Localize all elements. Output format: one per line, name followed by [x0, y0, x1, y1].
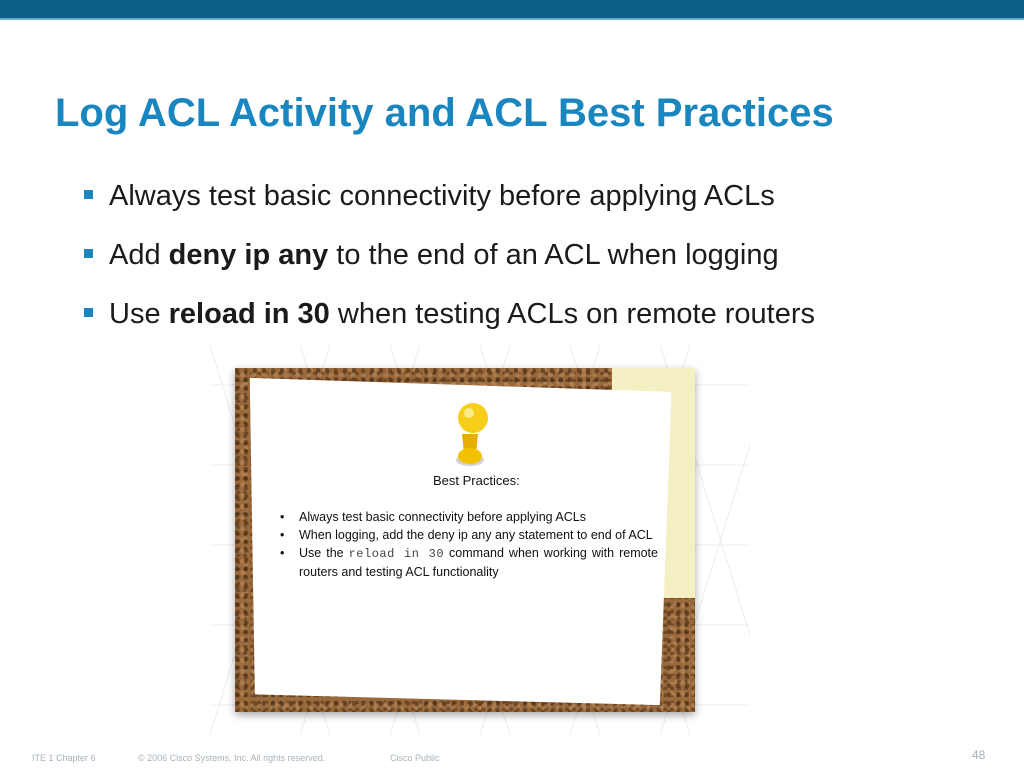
top-bar: [0, 0, 1024, 18]
bullet-bold-text: deny ip any: [168, 239, 329, 271]
bullet-item: [80, 231, 815, 290]
footer-copyright: © 2006 Cisco Systems, Inc. All rights reserved.: [138, 753, 326, 763]
square-bullet-icon: [84, 249, 93, 258]
bullet-item: [80, 172, 815, 231]
note-title: Best Practices:: [433, 473, 520, 488]
note-bullet-glyph: •: [280, 528, 285, 542]
bullet-text-end: to the end of an ACL when logging: [328, 239, 779, 271]
footer-chapter: ITE 1 Chapter 6: [32, 753, 96, 763]
note-item-code: reload in 30: [348, 547, 445, 561]
slide-title: Log ACL Activity and ACL Best Practices: [55, 91, 834, 135]
note-item: [278, 544, 658, 581]
note-bullet-glyph: •: [280, 510, 285, 524]
bullet-text: Add: [109, 239, 169, 271]
note-item-text: Always test basic connectivity before applying ACLs: [299, 510, 586, 524]
note-item: [278, 508, 658, 526]
note-item-text: Use the: [299, 546, 349, 560]
bullet-bold-text: reload in 30: [168, 298, 330, 330]
top-bar-accent-line: [0, 18, 1024, 20]
bullet-text: Use: [109, 298, 169, 330]
push-pin-icon: [442, 398, 502, 478]
note-item-text: When logging, add the deny ip any any statement to end of ACL: [299, 528, 653, 542]
note-list: [278, 508, 658, 581]
square-bullet-icon: [84, 308, 93, 317]
page-number: 48: [972, 748, 986, 762]
note-item: [278, 526, 658, 544]
bullet-list: [80, 172, 815, 349]
note-item-text-end: command when working with remote routers and testing ACL functionality: [299, 546, 658, 579]
bullet-text: Always test basic connectivity before applying ACLs: [109, 180, 775, 212]
footer-classification: Cisco Public: [390, 753, 440, 763]
bullet-item: [80, 290, 815, 349]
note-bullet-glyph: •: [280, 546, 285, 560]
square-bullet-icon: [84, 190, 93, 199]
bullet-text-end: when testing ACLs on remote routers: [329, 298, 816, 330]
